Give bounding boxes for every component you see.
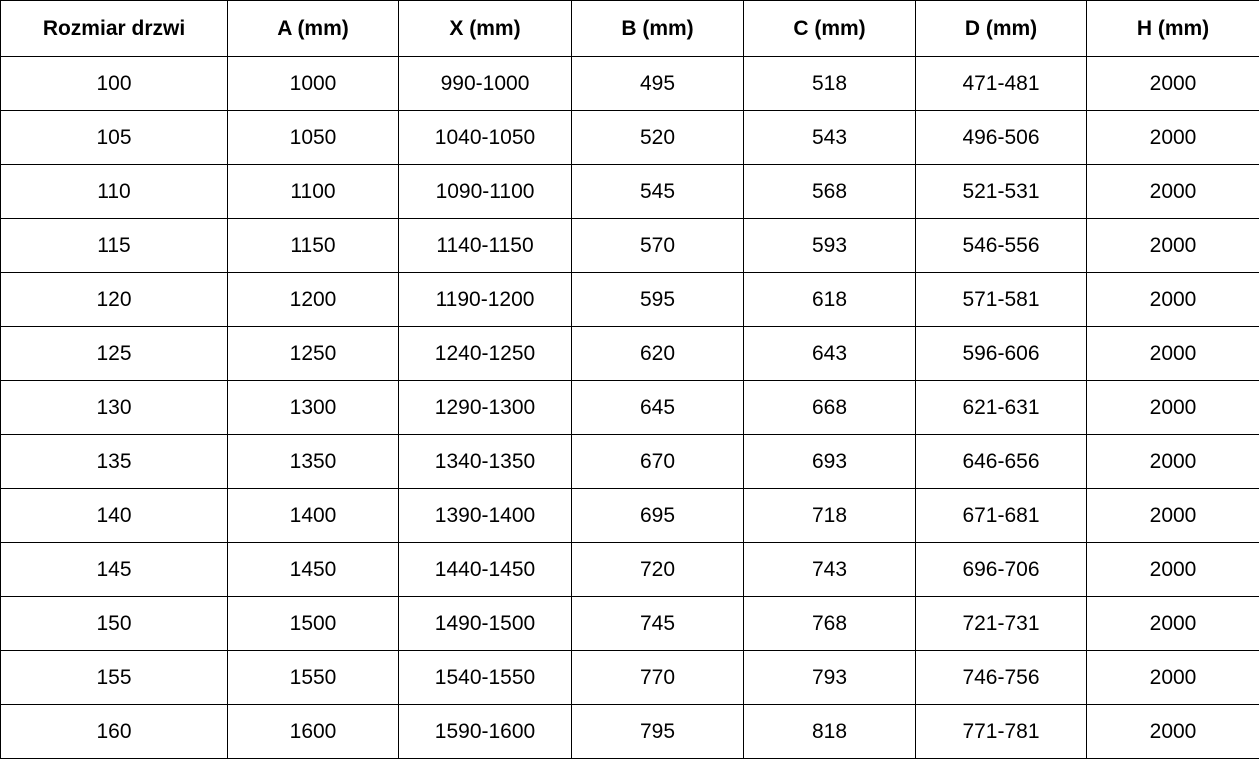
table-cell: 2000 — [1087, 651, 1259, 705]
table-cell: 1550 — [228, 651, 399, 705]
table-cell: 2000 — [1087, 543, 1259, 597]
table-body — [1, 57, 1259, 759]
table-cell: 1390-1400 — [399, 489, 572, 543]
table-cell: 668 — [744, 381, 916, 435]
table-cell: 1590-1600 — [399, 705, 572, 759]
table-cell: 1250 — [228, 327, 399, 381]
table-cell: 2000 — [1087, 489, 1259, 543]
column-header: H (mm) — [1087, 1, 1259, 57]
column-header: X (mm) — [399, 1, 572, 57]
table-cell: 593 — [744, 219, 916, 273]
table-cell: 125 — [1, 327, 228, 381]
table-cell: 1450 — [228, 543, 399, 597]
table-cell: 1440-1450 — [399, 543, 572, 597]
table-row — [1, 381, 1259, 435]
table-cell: 770 — [572, 651, 744, 705]
table-cell: 2000 — [1087, 381, 1259, 435]
table-cell: 1500 — [228, 597, 399, 651]
table-cell: 2000 — [1087, 705, 1259, 759]
table-cell: 496-506 — [916, 111, 1087, 165]
table-cell: 1140-1150 — [399, 219, 572, 273]
table-cell: 2000 — [1087, 327, 1259, 381]
table-cell: 771-781 — [916, 705, 1087, 759]
table-cell: 2000 — [1087, 111, 1259, 165]
table-cell: 115 — [1, 219, 228, 273]
table-cell: 521-531 — [916, 165, 1087, 219]
table-cell: 1350 — [228, 435, 399, 489]
table-cell: 145 — [1, 543, 228, 597]
table-cell: 618 — [744, 273, 916, 327]
table-cell: 793 — [744, 651, 916, 705]
table-cell: 1540-1550 — [399, 651, 572, 705]
table-cell: 571-581 — [916, 273, 1087, 327]
table-cell: 150 — [1, 597, 228, 651]
table-cell: 2000 — [1087, 597, 1259, 651]
table-cell: 471-481 — [916, 57, 1087, 111]
table-row — [1, 219, 1259, 273]
column-header: Rozmiar drzwi — [1, 1, 228, 57]
table-cell: 718 — [744, 489, 916, 543]
column-header: D (mm) — [916, 1, 1087, 57]
table-cell: 520 — [572, 111, 744, 165]
table-row — [1, 111, 1259, 165]
table-cell: 646-656 — [916, 435, 1087, 489]
table-row — [1, 597, 1259, 651]
table-cell: 768 — [744, 597, 916, 651]
table-row — [1, 489, 1259, 543]
column-header: A (mm) — [228, 1, 399, 57]
table-cell: 621-631 — [916, 381, 1087, 435]
table-header — [1, 1, 1259, 57]
table-cell: 110 — [1, 165, 228, 219]
table-cell: 1340-1350 — [399, 435, 572, 489]
table-row — [1, 327, 1259, 381]
table-cell: 1000 — [228, 57, 399, 111]
table-cell: 745 — [572, 597, 744, 651]
table-cell: 743 — [744, 543, 916, 597]
table-cell: 1150 — [228, 219, 399, 273]
table-cell: 155 — [1, 651, 228, 705]
column-header: B (mm) — [572, 1, 744, 57]
table-cell: 620 — [572, 327, 744, 381]
table-cell: 518 — [744, 57, 916, 111]
table-row — [1, 273, 1259, 327]
table-row — [1, 165, 1259, 219]
table-cell: 570 — [572, 219, 744, 273]
table-row — [1, 435, 1259, 489]
table-cell: 2000 — [1087, 219, 1259, 273]
table-cell: 568 — [744, 165, 916, 219]
table-cell: 645 — [572, 381, 744, 435]
table-cell: 1050 — [228, 111, 399, 165]
table-cell: 595 — [572, 273, 744, 327]
table-cell: 1200 — [228, 273, 399, 327]
table-cell: 696-706 — [916, 543, 1087, 597]
column-header: C (mm) — [744, 1, 916, 57]
table-cell: 721-731 — [916, 597, 1087, 651]
table-cell: 2000 — [1087, 165, 1259, 219]
table-cell: 140 — [1, 489, 228, 543]
table-cell: 795 — [572, 705, 744, 759]
table-cell: 990-1000 — [399, 57, 572, 111]
table-cell: 1190-1200 — [399, 273, 572, 327]
table-cell: 2000 — [1087, 57, 1259, 111]
table-cell: 1240-1250 — [399, 327, 572, 381]
table-cell: 693 — [744, 435, 916, 489]
table-cell: 546-556 — [916, 219, 1087, 273]
table-cell: 135 — [1, 435, 228, 489]
table-cell: 1400 — [228, 489, 399, 543]
table-row — [1, 651, 1259, 705]
table-cell: 1490-1500 — [399, 597, 572, 651]
table-cell: 720 — [572, 543, 744, 597]
table-cell: 1040-1050 — [399, 111, 572, 165]
table-cell: 2000 — [1087, 273, 1259, 327]
table-cell: 1090-1100 — [399, 165, 572, 219]
table-cell: 818 — [744, 705, 916, 759]
table-cell: 130 — [1, 381, 228, 435]
table-cell: 160 — [1, 705, 228, 759]
table-cell: 1300 — [228, 381, 399, 435]
table-cell: 545 — [572, 165, 744, 219]
table-row — [1, 543, 1259, 597]
table-cell: 643 — [744, 327, 916, 381]
table-cell: 105 — [1, 111, 228, 165]
table-cell: 670 — [572, 435, 744, 489]
table-row — [1, 705, 1259, 759]
table-cell: 120 — [1, 273, 228, 327]
table-cell: 2000 — [1087, 435, 1259, 489]
table-cell: 100 — [1, 57, 228, 111]
table-cell: 596-606 — [916, 327, 1087, 381]
table-cell: 1600 — [228, 705, 399, 759]
table-cell: 1290-1300 — [399, 381, 572, 435]
table-cell: 1100 — [228, 165, 399, 219]
table-cell: 543 — [744, 111, 916, 165]
table-cell: 495 — [572, 57, 744, 111]
table-cell: 671-681 — [916, 489, 1087, 543]
header-row — [1, 1, 1259, 57]
table-cell: 746-756 — [916, 651, 1087, 705]
table-row — [1, 57, 1259, 111]
table-cell: 695 — [572, 489, 744, 543]
